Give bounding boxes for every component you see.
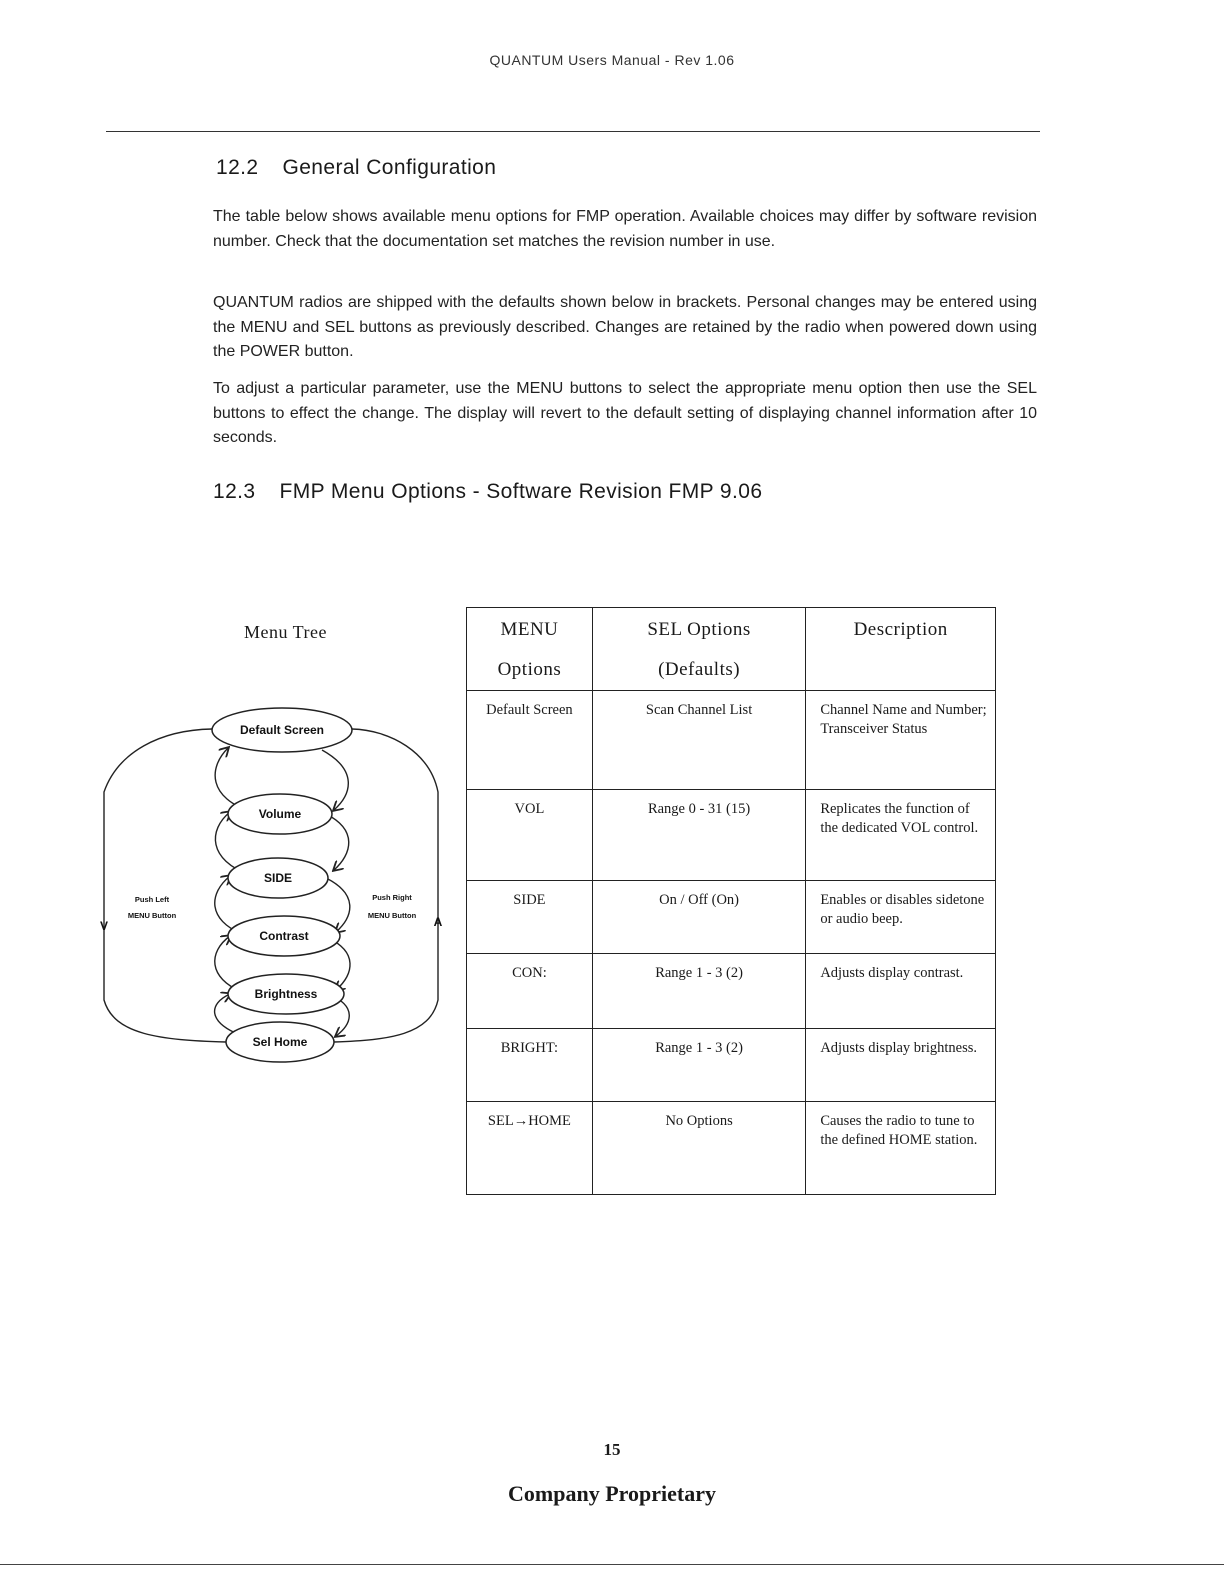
cell-sel: On / Off (On): [592, 881, 806, 954]
menu-tree-title: Menu Tree: [244, 622, 328, 642]
cell-sel: Range 1 - 3 (2): [592, 1029, 806, 1102]
cell-desc: Channel Name and Number; Transceiver Status: [806, 691, 996, 790]
node-label: Sel Home: [252, 1035, 308, 1049]
table-row: [467, 954, 996, 1029]
menu-tree-diagram: [90, 690, 460, 1080]
right-label-line1: Push Right: [372, 893, 412, 902]
cell-sel: Scan Channel List: [592, 691, 806, 790]
section-number: 12.2: [216, 156, 259, 179]
left-label-line1: Push Left: [134, 895, 170, 904]
proprietary-notice: Company Proprietary: [508, 1481, 716, 1506]
section-number: 12.3: [213, 480, 256, 503]
right-label-line2: MENU Button: [367, 911, 417, 920]
cell-desc: Adjusts display contrast.: [806, 954, 996, 1029]
menu-options-table: [466, 607, 996, 1195]
node-label: SIDE: [263, 871, 293, 885]
section-title: FMP Menu Options - Software Revision FMP 9.06: [279, 480, 763, 503]
left-loop-line: [104, 729, 226, 1042]
cell-menu: SIDE: [467, 881, 593, 954]
left-label-line2: MENU Button: [127, 911, 177, 920]
cell-sel: Range 0 - 31 (15): [592, 790, 806, 881]
node-label: Brightness: [254, 987, 318, 1001]
running-header: QUANTUM Users Manual - Rev 1.06: [489, 52, 735, 68]
paragraph-2: QUANTUM radios are shipped with the defaults shown below in brackets. Personal changes may be entered using the MENU and SEL buttons as previously described. Changes are retained by the radio when powered down using the POWER button.: [213, 294, 1037, 360]
right-loop-line: [334, 729, 438, 1042]
table-row: [467, 881, 996, 954]
header-description: Description: [806, 608, 996, 691]
cell-desc: Replicates the function of the dedicated VOL control.: [806, 790, 996, 881]
section-12-2-heading: [216, 156, 496, 180]
page-number: 15: [603, 1440, 621, 1459]
cell-desc: Adjusts display brightness.: [806, 1029, 996, 1102]
node-label: Default Screen: [239, 723, 325, 737]
cell-menu: SEL→HOME: [467, 1102, 593, 1195]
section-12-3-heading: [213, 480, 762, 504]
header-menu-options: MENU Options: [467, 608, 593, 691]
section-title: General Configuration: [282, 156, 497, 179]
table-row: [467, 1029, 996, 1102]
node-label: Volume: [258, 807, 302, 821]
cell-sel: No Options: [592, 1102, 806, 1195]
header-rule: [106, 131, 1040, 132]
node-label: Contrast: [259, 929, 309, 943]
cell-menu: CON:: [467, 954, 593, 1029]
cell-sel: Range 1 - 3 (2): [592, 954, 806, 1029]
table-row: [467, 1102, 996, 1195]
cell-desc: Causes the radio to tune to the defined HOME station.: [806, 1102, 996, 1195]
header-sel-options: SEL Options (Defaults): [592, 608, 806, 691]
table-header-row: [467, 608, 996, 691]
cell-menu: BRIGHT:: [467, 1029, 593, 1102]
bottom-rule: [0, 1564, 1224, 1565]
table-row: [467, 691, 996, 790]
cell-menu: Default Screen: [467, 691, 593, 790]
right-arrow-glyph: A: [433, 915, 443, 929]
left-arrow-glyph: V: [99, 919, 109, 933]
paragraph-1: The table below shows available menu options for FMP operation. Available choices may differ by software revision number. Check that the documentation set matches the revision number in use.: [213, 208, 1037, 250]
table-row: [467, 790, 996, 881]
cell-desc: Enables or disables sidetone or audio beep.: [806, 881, 996, 954]
cell-menu: VOL: [467, 790, 593, 881]
paragraph-3: To adjust a particular parameter, use the MENU buttons to select the appropriate menu option then use the SEL buttons to effect the change. The display will revert to the default setting of displaying channel information after 10 seconds.: [213, 380, 1037, 446]
